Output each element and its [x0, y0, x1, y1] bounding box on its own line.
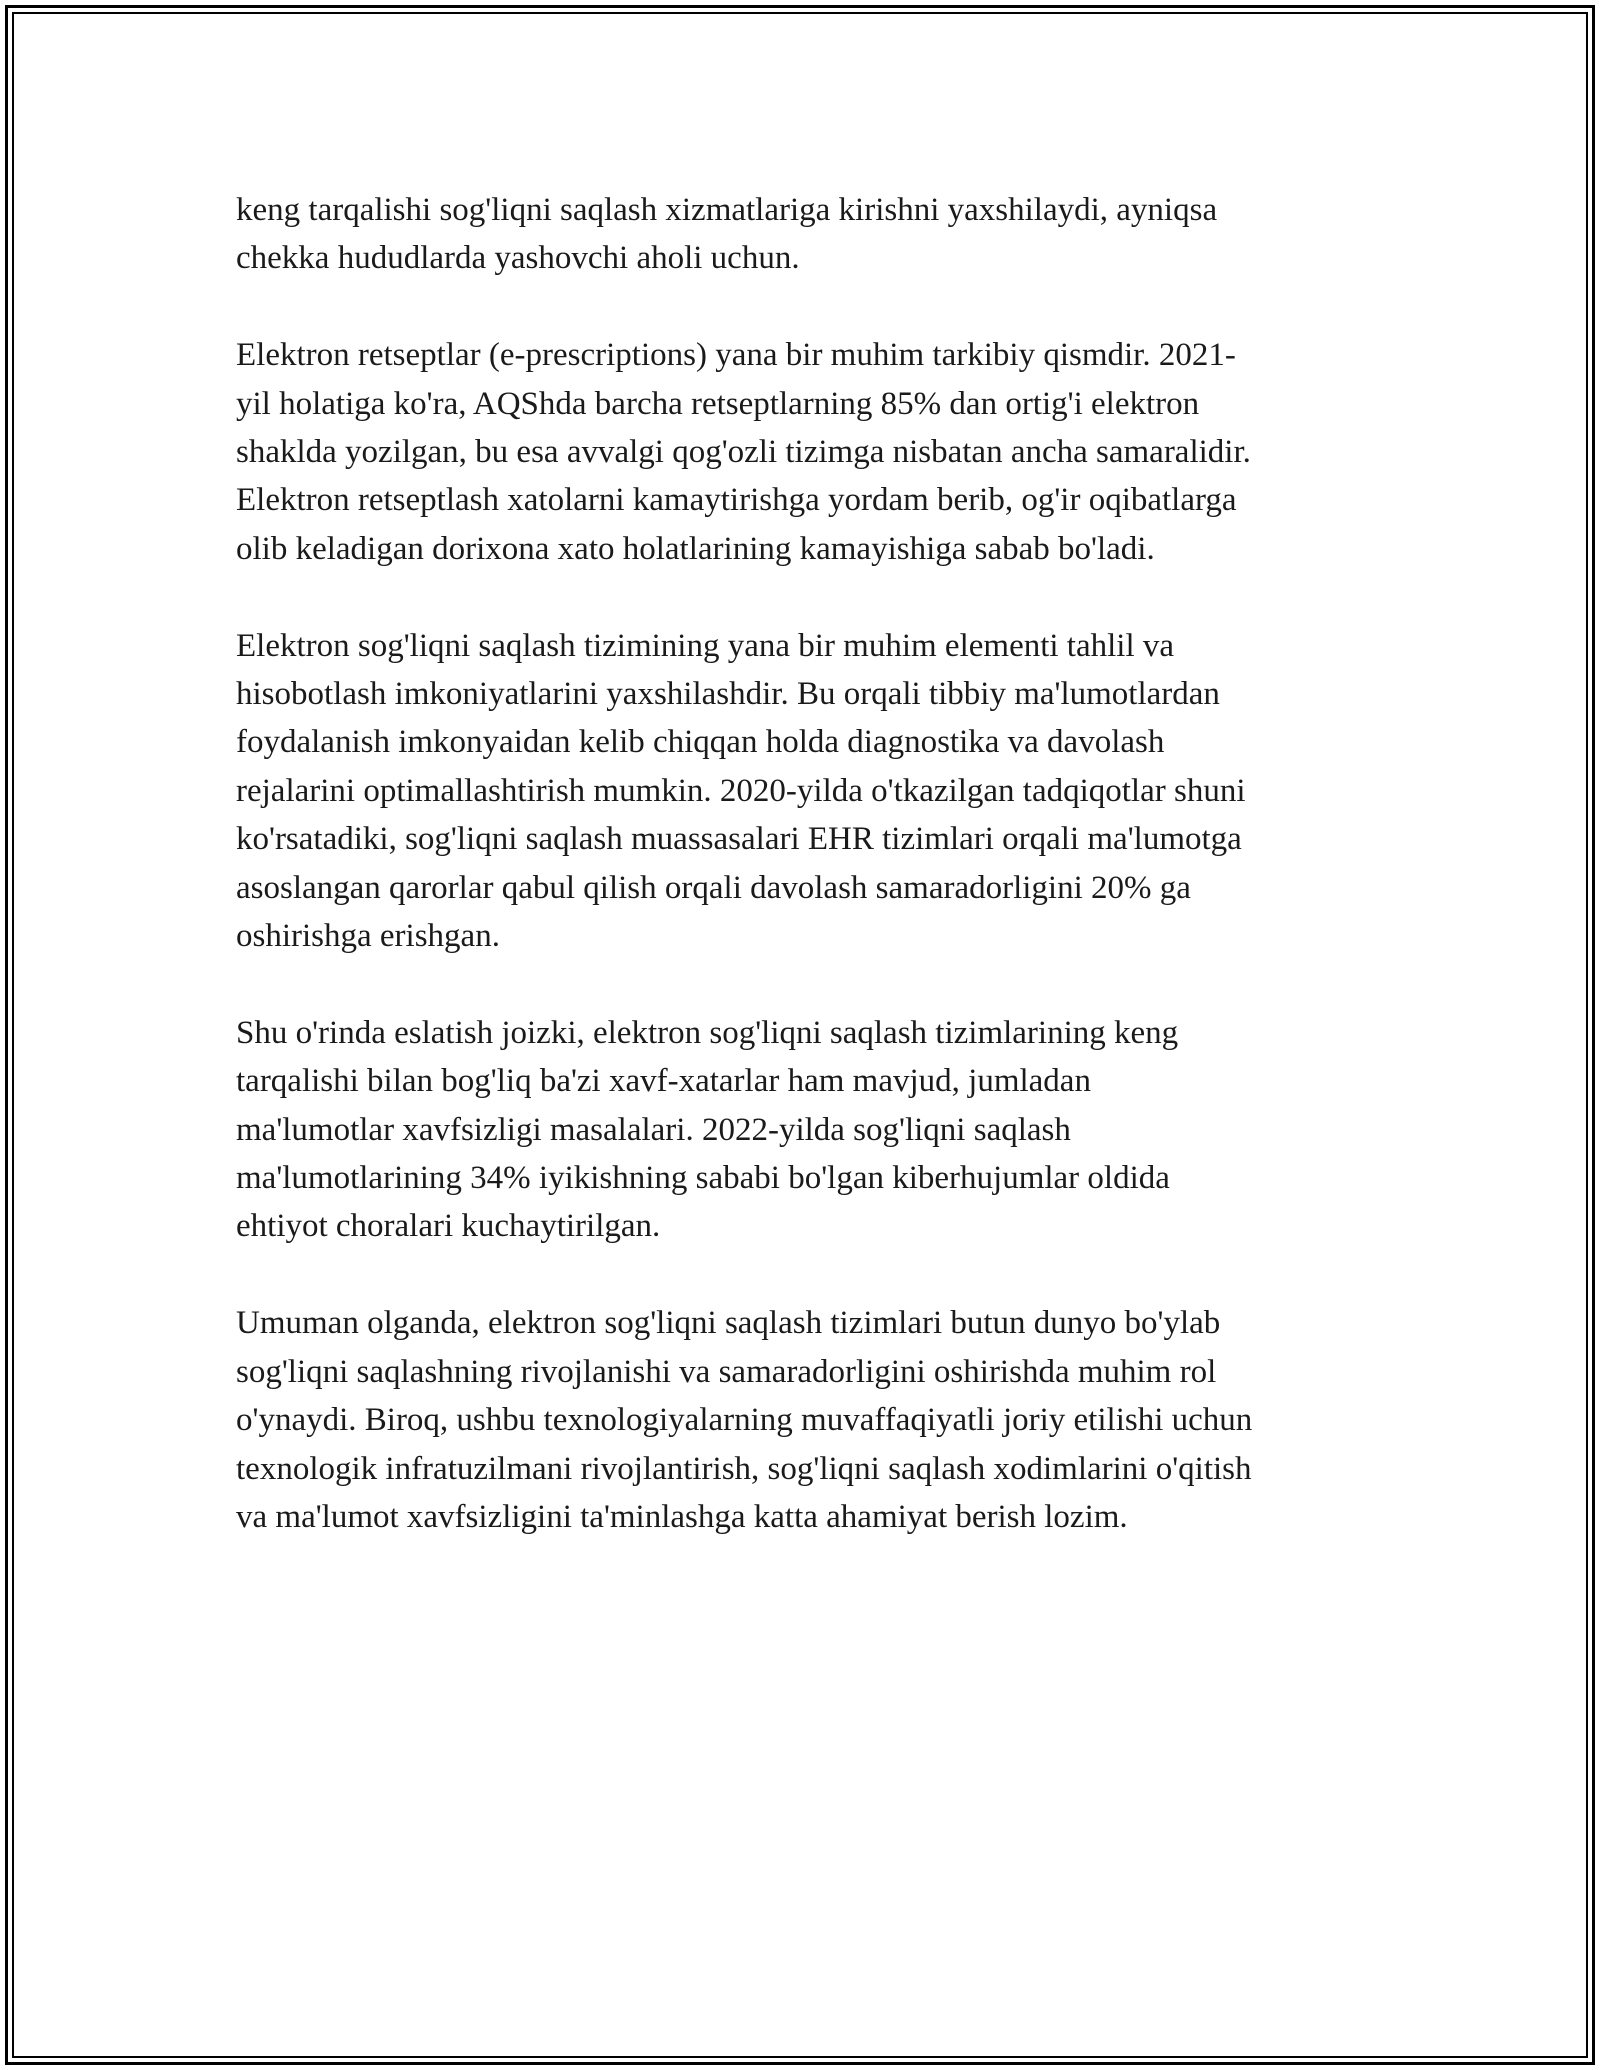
text-line: yil holatiga ko'ra, AQShda barcha retseptlarning 85% dan ortig'i elektron	[236, 385, 1200, 422]
text-line: Shu o'rinda eslatish joizki, elektron sog'liqni saqlash tizimlarining keng	[236, 1014, 1179, 1051]
text-line: ko'rsatadiki, sog'liqni saqlash muassasalari EHR tizimlari orqali ma'lumotga	[236, 821, 1242, 858]
text-line: ma'lumotlar xavfsizligi masalalari. 2022-yilda sog'liqni saqlash	[236, 1111, 1071, 1148]
text-line: foydalanish imkonyaidan kelib chiqqan holda diagnostika va davolash	[236, 724, 1165, 761]
text-line: sog'liqni saqlashning rivojlanishi va samaradorligini oshirishda muhim rol	[236, 1353, 1217, 1390]
text-line: texnologik infratuzilmani rivojlantirish, sog'liqni saqlash xodimlarini o'qitish	[236, 1450, 1252, 1487]
text-line: asoslangan qarorlar qabul qilish orqali davolash samaradorligini 20% ga	[236, 869, 1191, 906]
paragraph-5	[236, 1299, 1386, 1541]
text-line: ma'lumotlarining 34% iyikishning sababi bo'lgan kiberhujumlar oldida	[236, 1160, 1170, 1197]
paragraph-3	[236, 622, 1386, 961]
text-line: va ma'lumot xavfsizligini ta'minlashga katta ahamiyat berish lozim.	[236, 1498, 1128, 1535]
paragraph-2	[236, 331, 1386, 573]
paragraph-1	[236, 186, 1386, 283]
text-line: keng tarqalishi sog'liqni saqlash xizmatlariga kirishni yaxshilaydi, ayniqsa	[236, 192, 1218, 228]
text-line: oshirishga erishgan.	[236, 918, 500, 955]
text-line: olib keladigan dorixona xato holatlarining kamayishiga sabab bo'ladi.	[236, 530, 1155, 567]
paragraph-4	[236, 1009, 1386, 1251]
text-line: Umuman olganda, elektron sog'liqni saqlash tizimlari butun dunyo bo'ylab	[236, 1305, 1221, 1342]
document-body	[236, 186, 1386, 1590]
text-line: chekka hududlarda yashovchi aholi uchun.	[236, 240, 800, 277]
text-line: Elektron sog'liqni saqlash tizimining yana bir muhim elementi tahlil va	[236, 627, 1175, 664]
text-line: shaklda yozilgan, bu esa avvalgi qog'ozli tizimga nisbatan ancha samaralidir.	[236, 434, 1251, 471]
text-line: rejalarini optimallashtirish mumkin. 2020-yilda o'tkazilgan tadqiqotlar shuni	[236, 772, 1246, 809]
text-line: Elektron retseptlash xatolarni kamaytirishga yordam berib, og'ir oqibatlarga	[236, 482, 1237, 519]
text-line: o'ynaydi. Biroq, ushbu texnologiyalarning muvaffaqiyatli joriy etilishi uchun	[236, 1402, 1253, 1439]
text-line: ehtiyot choralari kuchaytirilgan.	[236, 1208, 661, 1245]
text-line: tarqalishi bilan bog'liq ba'zi xavf-xatarlar ham mavjud, jumladan	[236, 1063, 1091, 1100]
text-line: Elektron retseptlar (e-prescriptions) yana bir muhim tarkibiy qismdir. 2021-	[236, 337, 1236, 374]
text-line: hisobotlash imkoniyatlarini yaxshilashdir. Bu orqali tibbiy ma'lumotlardan	[236, 676, 1220, 713]
